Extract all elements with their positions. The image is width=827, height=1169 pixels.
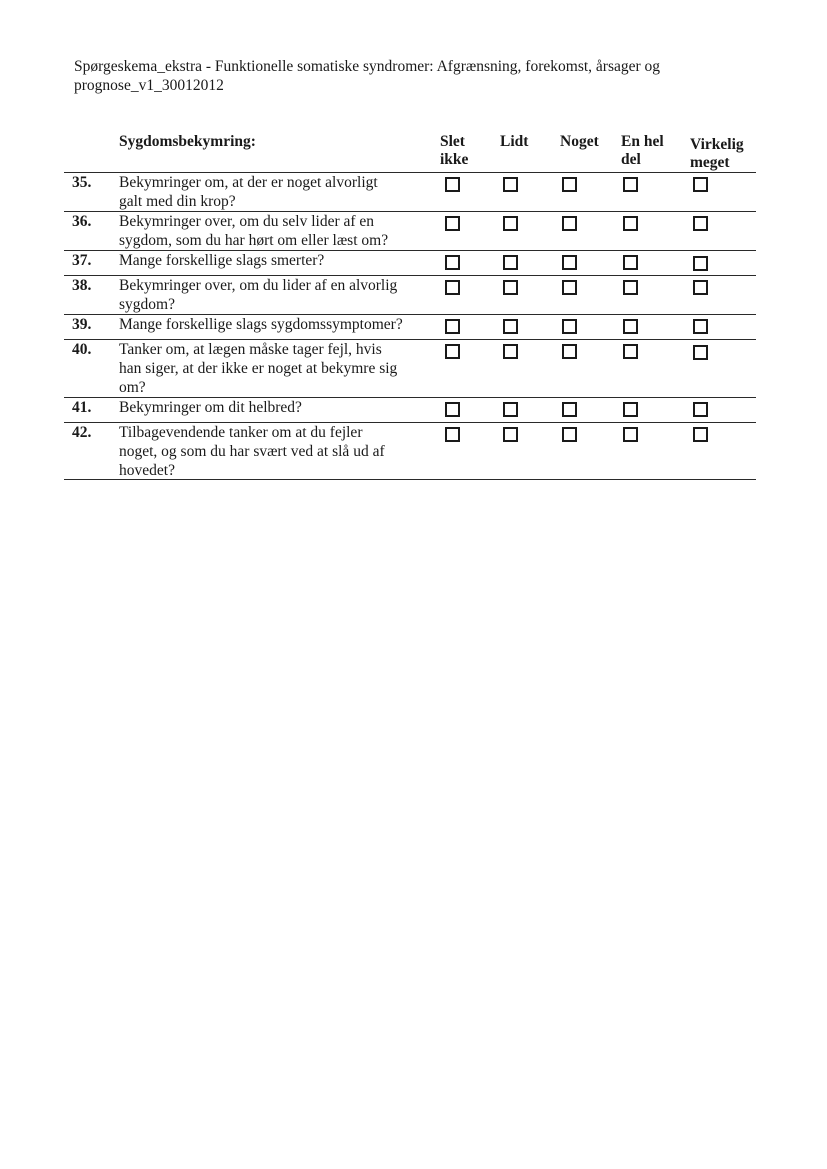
checkbox-noget[interactable]	[562, 280, 577, 295]
checkbox-virkelig-meget[interactable]	[693, 319, 708, 334]
question-text-line: om?	[119, 379, 146, 396]
question-text	[119, 423, 435, 480]
section-title: Sygdomsbekymring:	[119, 133, 256, 150]
checkbox-lidt[interactable]	[503, 402, 518, 417]
question-text	[119, 315, 435, 334]
question-text-line: Tanker om, at lægen måske tager fejl, hvis	[119, 341, 382, 358]
table-row	[64, 423, 756, 480]
checkbox-en-hel-del[interactable]	[623, 216, 638, 231]
table-row	[64, 251, 756, 276]
checkbox-slet-ikke[interactable]	[445, 344, 460, 359]
question-text-line: han siger, at der ikke er noget at bekymre sig	[119, 360, 398, 377]
checkbox-en-hel-del[interactable]	[623, 344, 638, 359]
table-row	[64, 315, 756, 340]
checkbox-noget[interactable]	[562, 216, 577, 231]
checkbox-virkelig-meget[interactable]	[693, 216, 708, 231]
checkbox-en-hel-del[interactable]	[623, 427, 638, 442]
checkbox-virkelig-meget[interactable]	[693, 402, 708, 417]
question-text-line: sygdom, som du har hørt om eller læst om?	[119, 232, 389, 249]
table-row	[64, 398, 756, 423]
checkbox-en-hel-del[interactable]	[623, 177, 638, 192]
question-text-line: Mange forskellige slags sygdomssymptomer?	[119, 316, 403, 333]
checkbox-lidt[interactable]	[503, 177, 518, 192]
checkbox-virkelig-meget[interactable]	[693, 280, 708, 295]
checkbox-virkelig-meget[interactable]	[693, 177, 708, 192]
checkbox-noget[interactable]	[562, 177, 577, 192]
column-header-slet-ikke: Slet ikke	[440, 133, 469, 168]
checkbox-lidt[interactable]	[503, 427, 518, 442]
question-text-line: galt med din krop?	[119, 193, 236, 210]
question-number: 38.	[72, 277, 92, 294]
table-row	[64, 173, 756, 212]
checkbox-noget[interactable]	[562, 427, 577, 442]
question-text-line: Bekymringer om dit helbred?	[119, 399, 302, 416]
checkbox-slet-ikke[interactable]	[445, 427, 460, 442]
question-rows	[64, 173, 756, 480]
checkbox-lidt[interactable]	[503, 319, 518, 334]
question-text-line: Tilbagevendende tanker om at du fejler	[119, 424, 363, 441]
checkbox-en-hel-del[interactable]	[623, 255, 638, 270]
questionnaire-table	[64, 132, 756, 480]
checkbox-lidt[interactable]	[503, 344, 518, 359]
table-row	[64, 340, 756, 398]
question-text-line: sygdom?	[119, 296, 175, 313]
checkbox-en-hel-del[interactable]	[623, 280, 638, 295]
question-text-line: Bekymringer over, om du selv lider af en	[119, 213, 375, 230]
question-number: 36.	[72, 213, 92, 230]
page-title: Spørgeskema_ekstra - Funktionelle somatiske syndromer: Afgrænsning, forekomst, årsager og prognose_v1_30012012	[74, 58, 661, 94]
table-header	[64, 132, 756, 173]
question-text-line: Mange forskellige slags smerter?	[119, 252, 325, 269]
question-text	[119, 173, 435, 211]
column-header-en-hel-del: En hel del	[621, 133, 664, 168]
question-text-line: Bekymringer over, om du lider af en alvorlig	[119, 277, 398, 294]
table-row	[64, 212, 756, 251]
checkbox-slet-ikke[interactable]	[445, 216, 460, 231]
checkbox-slet-ikke[interactable]	[445, 280, 460, 295]
question-text	[119, 212, 435, 250]
checkbox-virkelig-meget[interactable]	[693, 345, 708, 360]
checkbox-noget[interactable]	[562, 255, 577, 270]
question-number: 37.	[72, 252, 92, 269]
checkbox-virkelig-meget[interactable]	[693, 427, 708, 442]
question-text-line: noget, og som du har svært ved at slå ud af	[119, 443, 385, 460]
question-text	[119, 251, 435, 270]
question-number: 42.	[72, 424, 92, 441]
question-text-line: Bekymringer om, at der er noget alvorligt	[119, 174, 378, 191]
question-number: 41.	[72, 399, 92, 416]
question-text	[119, 398, 435, 417]
checkbox-noget[interactable]	[562, 344, 577, 359]
column-header-virkelig-meget: Virkelig meget	[690, 136, 744, 171]
question-number: 40.	[72, 341, 92, 358]
checkbox-en-hel-del[interactable]	[623, 319, 638, 334]
column-header-noget: Noget	[560, 133, 599, 150]
question-text	[119, 276, 435, 314]
question-text-line: hovedet?	[119, 462, 175, 479]
checkbox-slet-ikke[interactable]	[445, 255, 460, 270]
question-number: 35.	[72, 174, 92, 191]
column-header-lidt: Lidt	[500, 133, 529, 150]
checkbox-slet-ikke[interactable]	[445, 319, 460, 334]
checkbox-noget[interactable]	[562, 319, 577, 334]
checkbox-virkelig-meget[interactable]	[693, 256, 708, 271]
checkbox-lidt[interactable]	[503, 255, 518, 270]
checkbox-lidt[interactable]	[503, 216, 518, 231]
table-row	[64, 276, 756, 315]
checkbox-en-hel-del[interactable]	[623, 402, 638, 417]
checkbox-slet-ikke[interactable]	[445, 402, 460, 417]
question-text	[119, 340, 435, 397]
question-number: 39.	[72, 316, 92, 333]
checkbox-slet-ikke[interactable]	[445, 177, 460, 192]
checkbox-noget[interactable]	[562, 402, 577, 417]
checkbox-lidt[interactable]	[503, 280, 518, 295]
